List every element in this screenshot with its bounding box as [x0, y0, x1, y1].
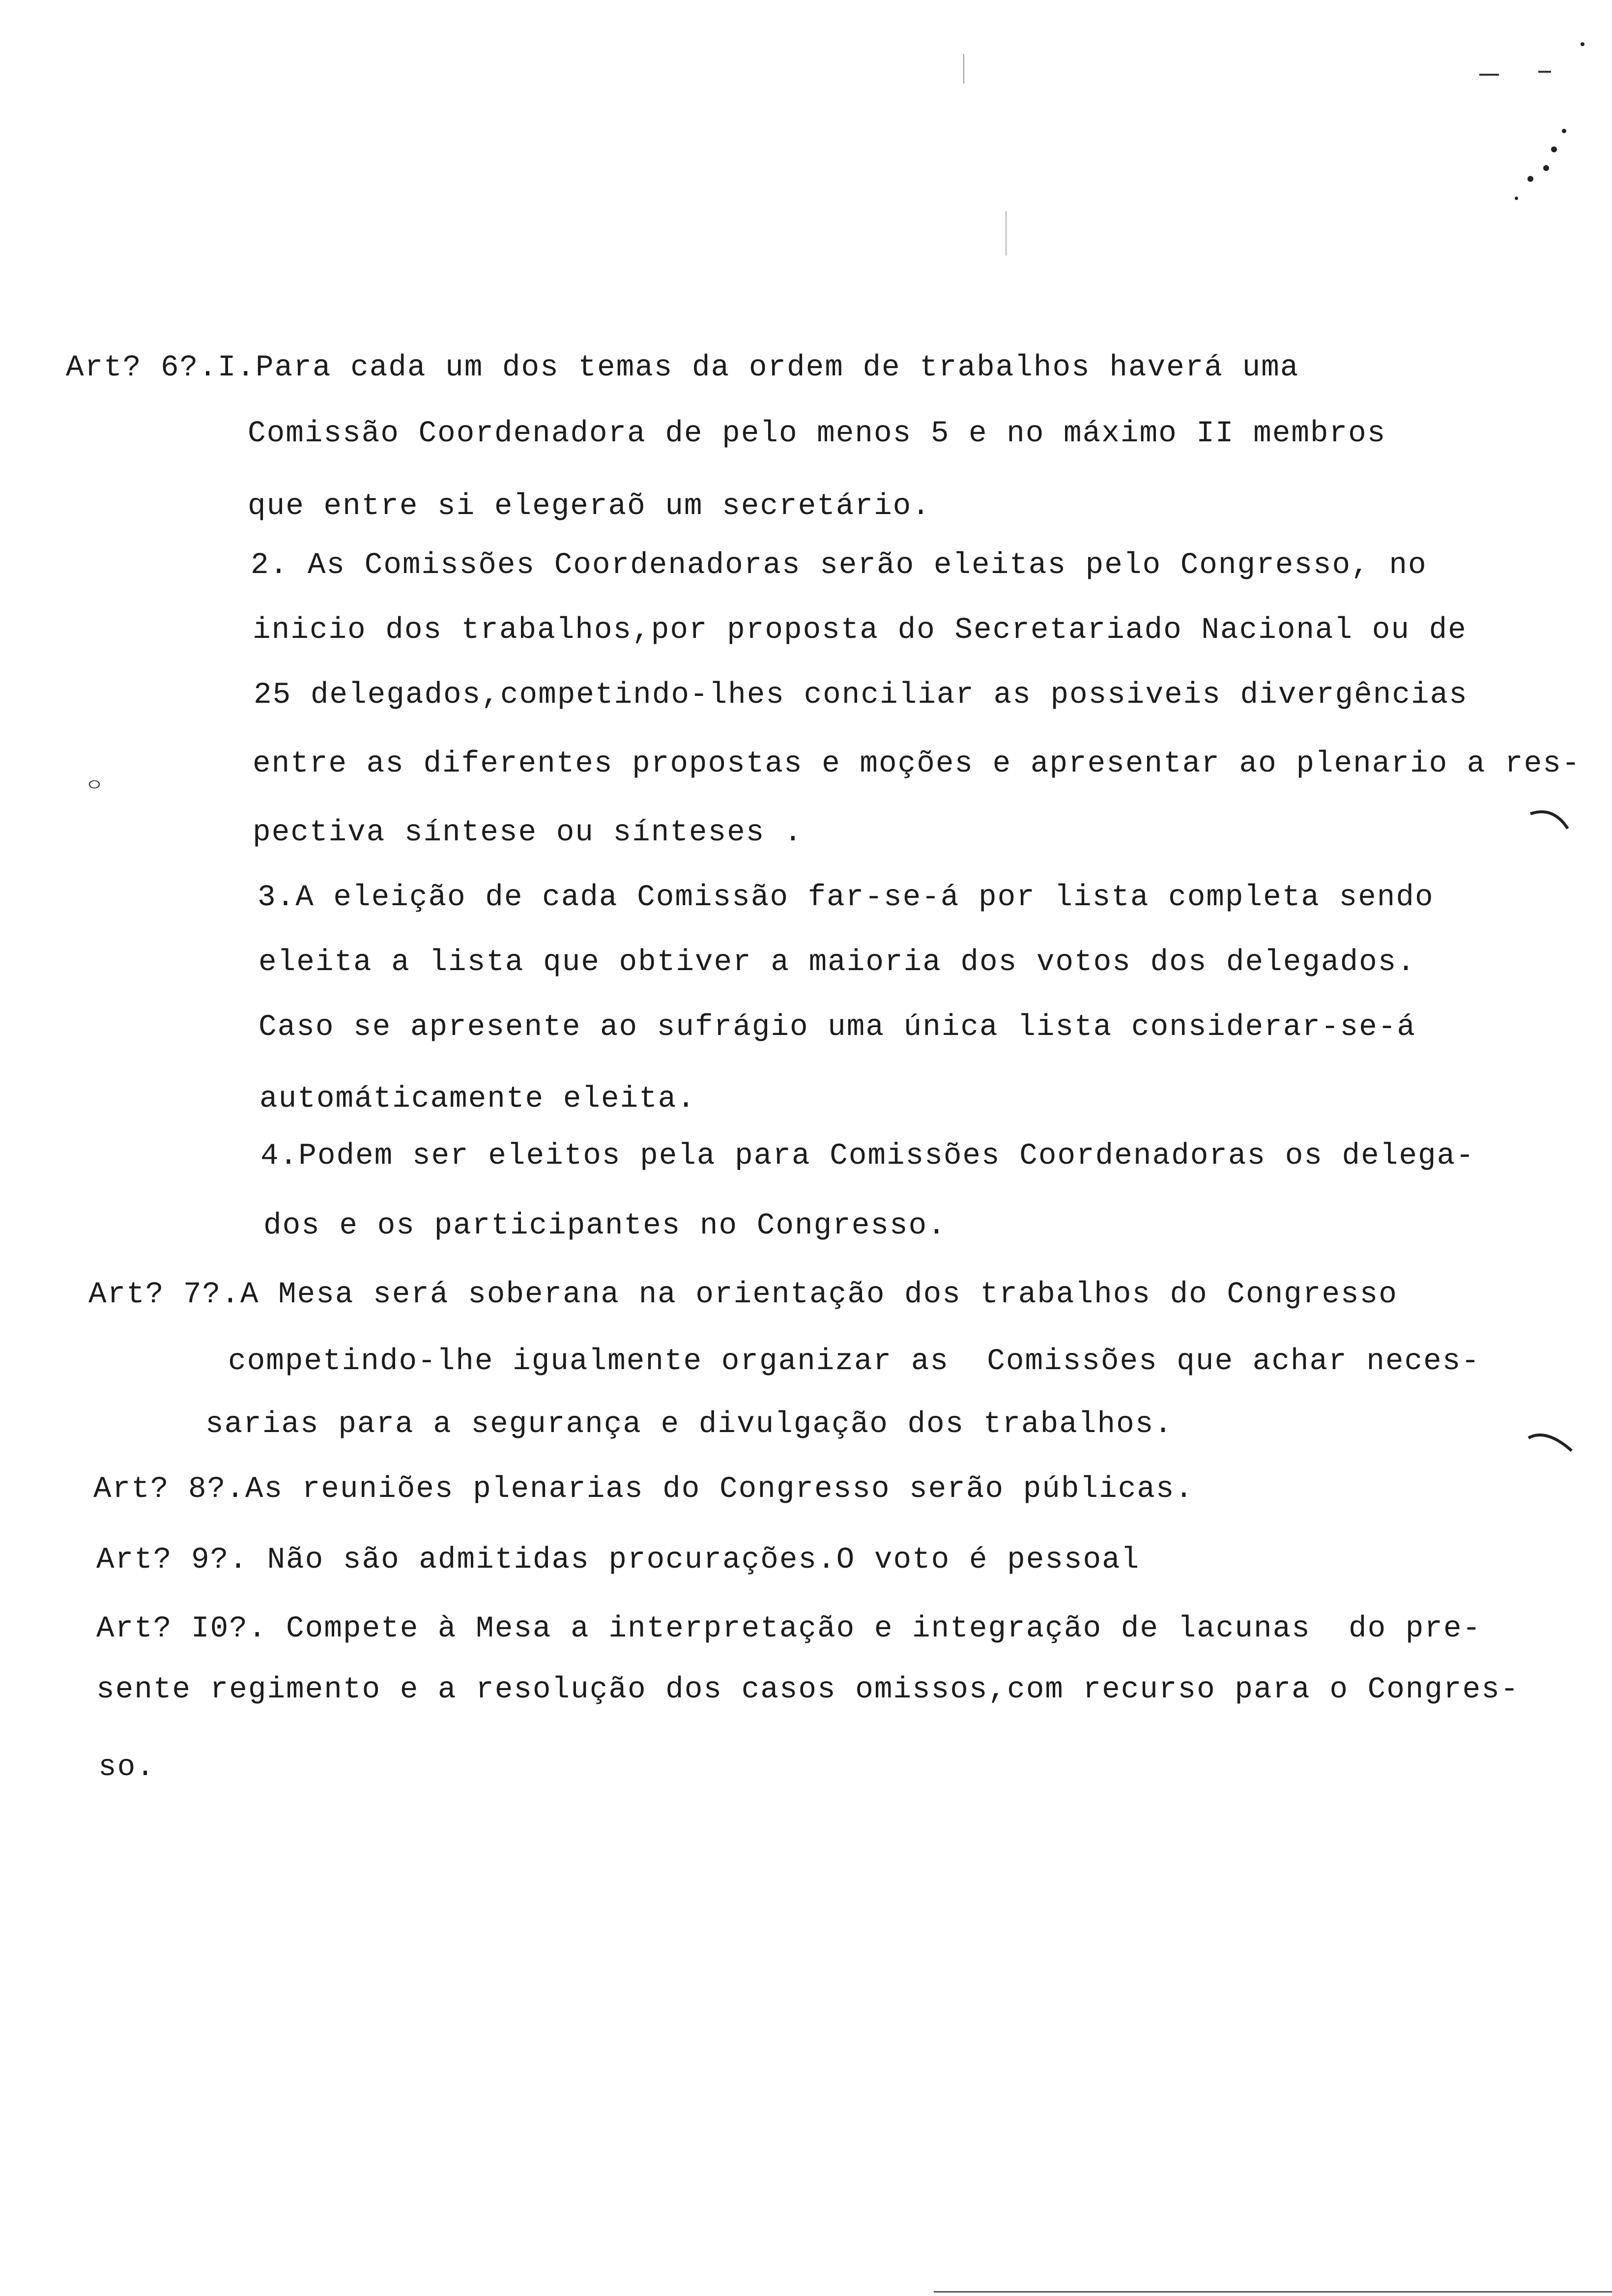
scan-speck — [1562, 129, 1566, 133]
margin-arc-mark — [1528, 804, 1573, 838]
article-6-line-10: eleita a lista que obtiver a maioria dos votos dos delegados. — [259, 946, 1416, 979]
article-6-line-9: 3.A eleição de cada Comissão far-se-á por lista completa sendo — [258, 881, 1434, 915]
article-6-line-3: que entre si elegeraõ um secretário. — [248, 489, 931, 523]
article-6-line-5: inicio dos trabalhos,por proposta do Secretariado Nacional ou de — [253, 613, 1467, 647]
margin-arc-mark — [1526, 1423, 1576, 1458]
scan-fold-mark — [963, 54, 964, 84]
scan-dash-mark — [1538, 71, 1551, 73]
article-10-line-2: sente regimento e a resolução dos casos omissos,com recurso para o Congres- — [96, 1673, 1520, 1707]
page-bottom-edge — [934, 2291, 1612, 2293]
article-6-line-4: 2. As Comissões Coordenadoras serão eleitas pelo Congresso, no — [251, 548, 1427, 582]
article-6-line-13: 4.Podem ser eleitos pela para Comissões Coordenadoras os delega- — [260, 1139, 1475, 1173]
article-7-line-3: sarias para a segurança e divulgação dos trabalhos. — [205, 1407, 1173, 1441]
scan-speck — [1581, 42, 1584, 46]
article-6-line-12: automáticamente eleita. — [259, 1082, 696, 1116]
article-10-line-1: Art? I0?. Compete à Mesa a interpretação e integração de lacunas do pre- — [96, 1612, 1482, 1646]
article-10-line-3: so. — [98, 1751, 155, 1784]
article-6-line-1: Art? 6?.I.Para cada um dos temas da ordem de trabalhos haverá uma — [66, 351, 1299, 385]
article-7-line-2: competindo-lhe igualmente organizar as Comissões que achar neces- — [228, 1345, 1480, 1378]
article-6-line-2: Comissão Coordenadora de pelo menos 5 e no máximo II membros — [248, 417, 1386, 451]
article-8-line: Art? 8?.As reuniões plenarias do Congresso serão públicas. — [93, 1472, 1194, 1506]
scan-speck — [1527, 176, 1533, 182]
article-9-line: Art? 9?. Não são admitidas procurações.O voto é pessoal — [96, 1543, 1140, 1577]
article-6-line-8: pectiva síntese ou sínteses . — [253, 816, 803, 850]
scan-fold-mark — [1006, 211, 1007, 256]
scan-speck — [1543, 165, 1549, 171]
article-6-line-6: 25 delegados,competindo-lhes conciliar as possiveis divergências — [254, 678, 1468, 712]
article-7-line-1: Art? 7?.A Mesa será soberana na orientação dos trabalhos do Congresso — [88, 1278, 1398, 1312]
scan-dash-mark — [1479, 74, 1499, 76]
article-6-line-7: entre as diferentes propostas e moções e apresentar ao plenario a res- — [253, 747, 1581, 781]
margin-scribble-mark — [89, 780, 100, 789]
article-6-line-14: dos e os participantes no Congresso. — [263, 1209, 947, 1243]
scan-speck — [1551, 146, 1557, 152]
scan-speck — [1515, 197, 1518, 200]
article-6-line-11: Caso se apresente ao sufrágio uma única lista considerar-se-á — [259, 1010, 1416, 1044]
